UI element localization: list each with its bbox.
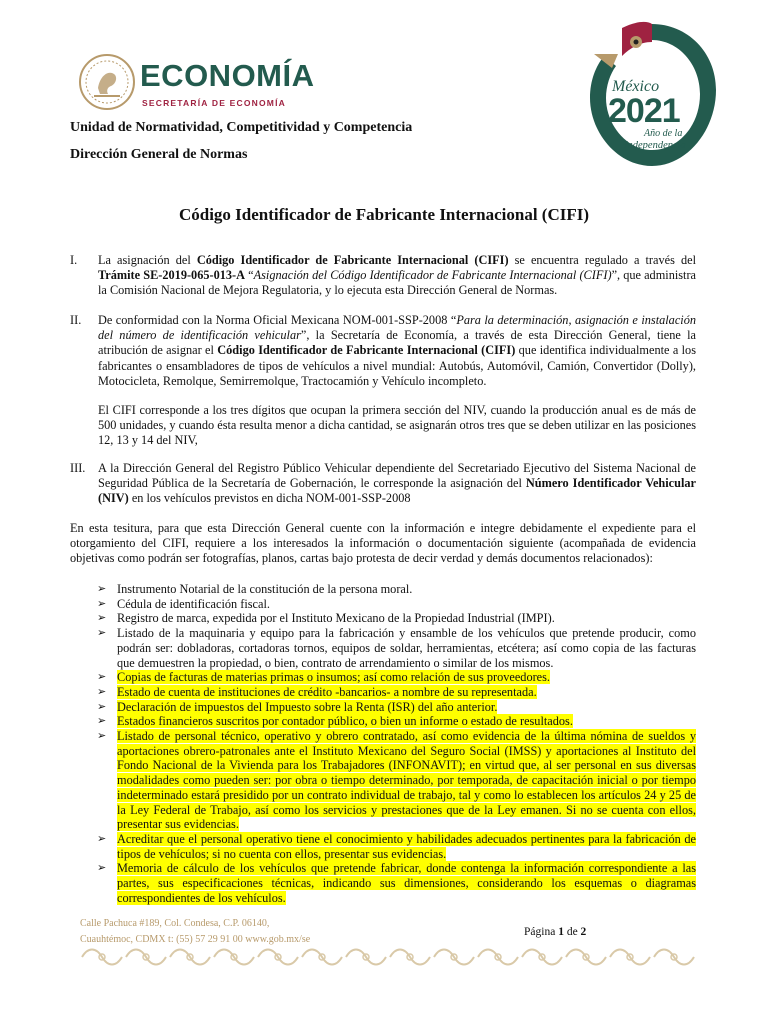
section-number: I. [70,253,78,267]
economia-logo [78,52,338,116]
unit-name: Unidad de Normatividad, Competitividad y Competencia [70,120,413,135]
arrow-bullet-icon: ➢ [97,612,107,625]
requirement-item [97,582,696,597]
requirement-text: Instrumento Notarial de la constitución de la persona moral. [117,582,413,596]
direction-name: Dirección General de Normas [70,147,248,162]
footer-ornament [80,945,696,969]
requirement-text: Estados financieros suscritos por contador público, o bien un informe o estado de resultados. [117,714,573,729]
requirement-text: Copias de facturas de materias primas o insumos; así como relación de sus proveedores. [117,670,551,685]
arrow-bullet-icon: ➢ [97,627,107,640]
document-title: Código Identificador de Fabricante Internacional (CIFI) [178,205,590,224]
arrow-bullet-icon: ➢ [97,862,107,875]
requirement-text: Acreditar que el personal operativo tiene el conocimiento y habilidades adecuados pertinentes para la fabricación de tipos de vehículos; si no cuenta con ellos, presentar sus evidencias. [117,831,696,861]
requirement-text: Listado de personal técnico, operativo y obrero contratado, así como evidencia de la última nómina de sueldos y aportaciones obrero-patronales ante el Instituto Mexicano del Seguro Social (IMSS) y aportaciones al Instituto del Fondo Nacional de la Vivienda para los Trabajadores (INFONAVIT); en virtud que, al ser personal en sus diversas modalidades como pueden ser: por obra o tiempo determinado, por temporada, de capacitación inicial o por tiempo indeterminado estará presidido por un contrato individual de trabajo, tal y como lo establecen los artículos 24 y 25 de la Ley Federal de Trabajo, así como los servicios y prestaciones que de la Ley emanen. Si no se cuenta con ellos, presentar sus evidencias. [117,729,696,832]
requirement-item [97,611,696,626]
requirement-text: Estado de cuenta de instituciones de crédito -bancarios- a nombre de su representada. [117,684,537,699]
requirement-item [97,670,696,685]
requirement-item [97,685,696,700]
page-indicator: Página 1 de 2 [524,926,587,938]
arrow-bullet-icon: ➢ [97,597,107,610]
mexico-2021-badge [582,20,722,170]
requirement-item [97,861,696,905]
section-2-paragraph: De conformidad con la Norma Oficial Mexicana NOM-001-SSP-2008 “Para la determinación, asignación e instalación del número de identificación vehicular”, la Secretaría de Economía, a través de esta Dirección General, tiene la atribución de asignar el Código Identificador de Fabricante Internacional (CIFI) que identifica individualmente a los fabricantes o ensambladores de tipos de vehículos a nivel mundial: Autobús, Automóvil, Camión, Convertidor (Dolly), Motocicleta, Remolque, Semirremolque, Tractocamión y Vehículo incompleto. [98,313,696,388]
requirement-text: Registro de marca, expedida por el Instituto Mexicano de la Propiedad Industrial (IMPI). [117,611,555,626]
section-1-paragraph: La asignación del Código Identificador de Fabricante Internacional (CIFI) se encuentra regulado a través del Trámite SE-2019-065-013-A “Asignación del Código Identificador de Fabricante Internacional (CIFI)”, que administra la Comisión Nacional de Mejora Regulatoria, y lo ejecuta esta Dirección General de Normas. [98,253,697,298]
requirement-item [97,597,696,612]
requirement-text: Cédula de identificación fiscal. [117,596,270,611]
footer-address [80,916,310,948]
arrow-bullet-icon: ➢ [97,700,107,713]
section-number: II. [70,313,82,327]
arrow-bullet-icon: ➢ [97,685,107,698]
address-line-2: Cuauhtémoc, CDMX t: (55) 57 29 91 00 www.gob.mx/se [80,934,311,945]
badge-line1: Año de la [644,128,683,139]
requirement-text: Memoria de cálculo de los vehículos que pretende fabricar, donde contenga la información correspondiente a las partes, sus especificaciones técnicas, indicando sus dimensiones, considerando los esquemas o diagramas correspondientes de los vehículos. [117,861,696,905]
current-page: 1 [558,926,564,938]
brand-subtitle: SECRETARÍA DE ECONOMÍA [142,98,286,108]
arrow-bullet-icon: ➢ [97,832,107,845]
requirement-item [97,832,696,861]
requirements-intro: En esta tesitura, para que esta Dirección General cuente con la información e integre debidamente el expediente para el otorgamiento del CIFI, requiere a los interesados la información o documentación siguiente (acompañada de evidencia objetivas como podrán ser fotografías, planos, cartas bajo protesta de decir verdad y demás documentos relacionados): [70,521,696,566]
section-3-paragraph: A la Dirección General del Registro Público Vehicular dependiente del Secretariado Ejecutivo del Sistema Nacional de Seguridad Pública de la Secretaría de Gobernación, le corresponde la asignación del Número Identificador Vehicular (NIV) en los vehículos previstos en dicha NOM-001-SSP-2008 [98,461,696,506]
address-line-1: Calle Pachuca #189, Col. Condesa, C.P. 06140, [80,918,270,929]
arrow-bullet-icon: ➢ [97,671,107,684]
arrow-bullet-icon: ➢ [97,715,107,728]
national-emblem-icon [78,52,136,112]
requirements-list [97,582,696,905]
requirement-item [97,729,696,832]
requirement-item [97,714,696,729]
requirement-item [97,626,696,670]
section-number: III. [70,461,86,475]
requirement-item [97,700,696,715]
arrow-bullet-icon: ➢ [97,583,107,595]
badge-line2: Independencia [624,140,686,151]
requirement-text: Listado de la maquinaria y equipo para la fabricación y ensamble de los vehículos que pretende producir, como podrán ser: dobladoras, cortadoras tornos, equipos de soldar, herramientas, etcétera; así como copia de las facturas que demuestren la propiedad, o bien, contrato de arrendamiento o similar de los mismos. [117,626,696,670]
total-pages: 2 [580,926,587,938]
arrow-bullet-icon: ➢ [97,730,107,743]
requirement-text: Declaración de impuestos del Impuesto sobre la Renta (ISR) del año anterior. [117,699,498,714]
badge-year: 2021 [608,92,680,130]
section-2-niv-paragraph: El CIFI corresponde a los tres dígitos que ocupan la primera sección del NIV, cuando la producción anual es de más de 500 unidades, y cuando ésta resulta menor a dicha cantidad, se asignarán otros tres que se deben utilizar en las posiciones 12, 13 y 14 del NIV, [98,403,696,448]
brand-name: ECONOMÍA [140,58,315,93]
badge-country: México [612,78,660,95]
